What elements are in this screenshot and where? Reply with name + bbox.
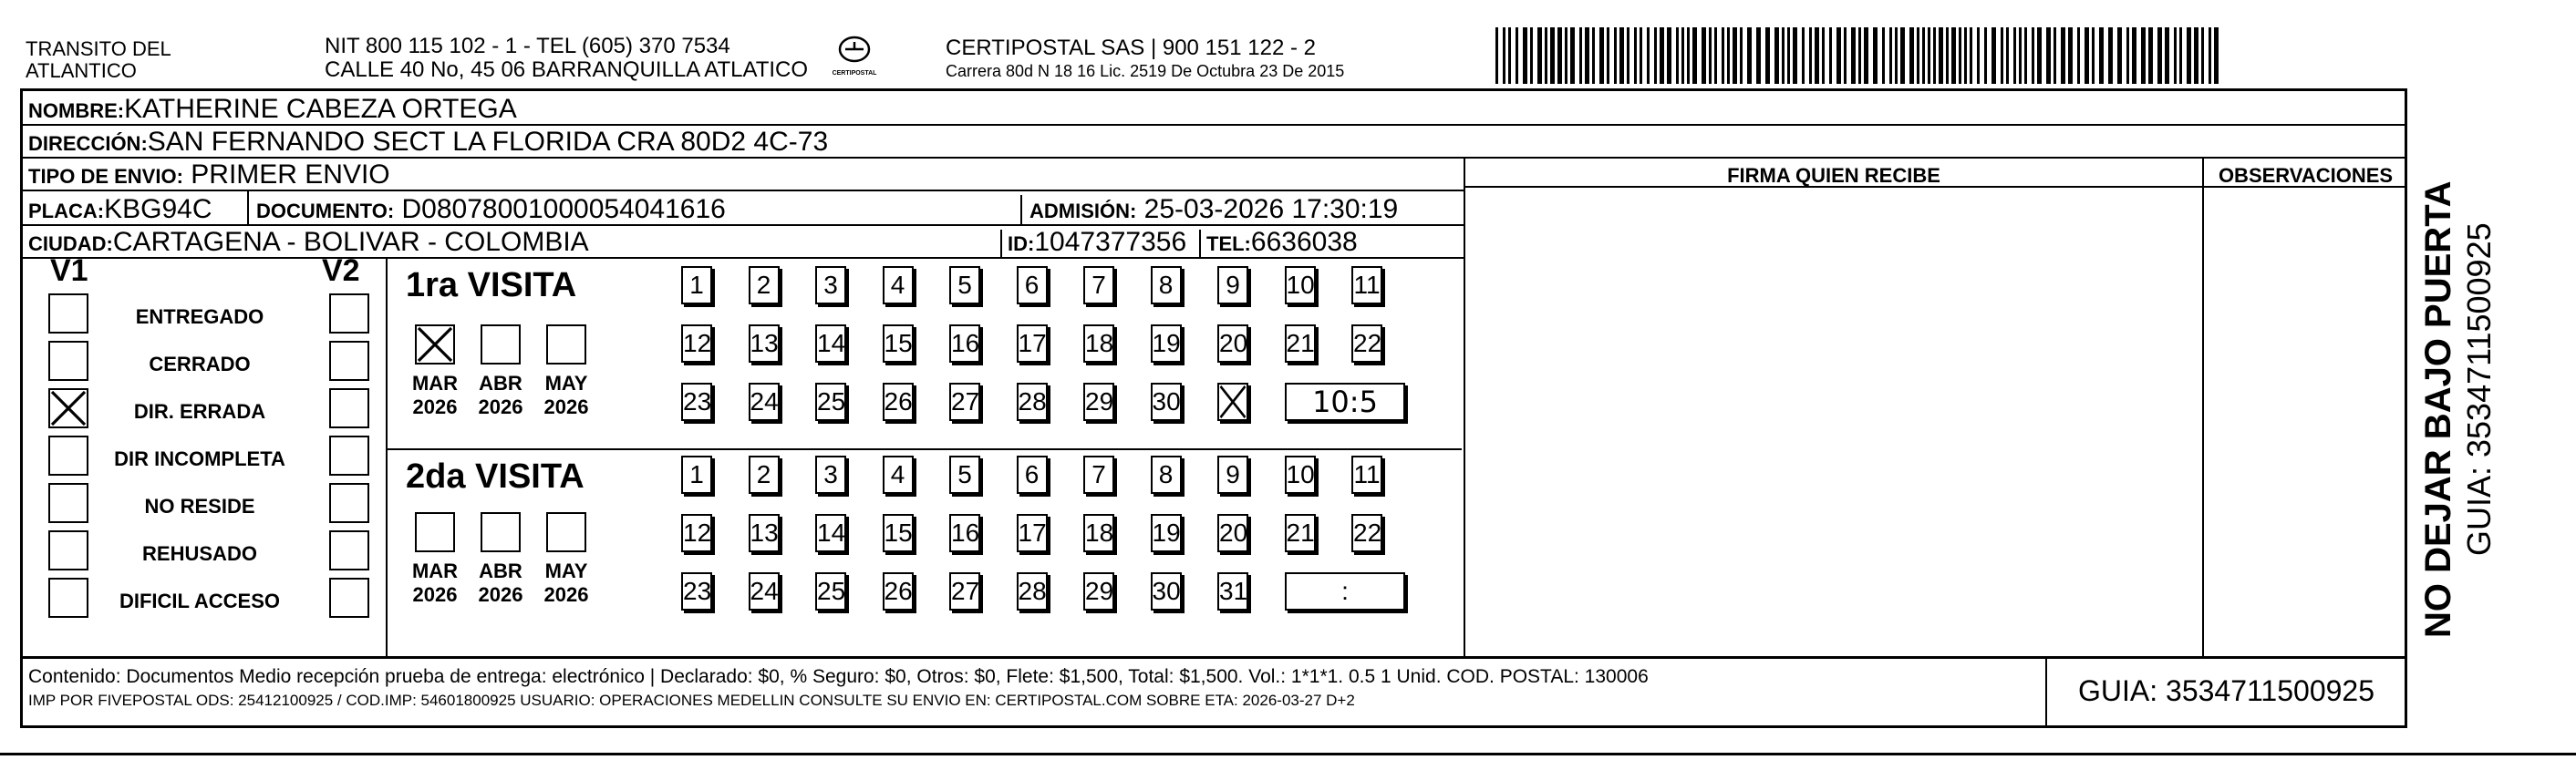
barcode-bar: [2214, 27, 2219, 84]
barcode-bar: [2068, 27, 2073, 84]
barcode-bar: [1864, 27, 1868, 84]
barcode-bar: [1900, 27, 1905, 84]
barcode-bar: [1970, 27, 1972, 84]
day-box[interactable]: 17: [1017, 324, 1048, 363]
placa-label: PLACA:: [28, 200, 105, 222]
month-label: MAR 2026: [411, 372, 459, 418]
barcode-bar: [1991, 27, 1996, 84]
org-line1: TRANSITO DEL: [26, 37, 171, 60]
barcode-bar: [1951, 27, 1956, 84]
barcode-bar: [1523, 27, 1527, 84]
barcode-bar: [1922, 27, 1925, 84]
v1-checkbox[interactable]: [48, 293, 88, 334]
documento-label: DOCUMENTO:: [256, 200, 395, 222]
barcode-bar: [1939, 27, 1943, 84]
v1-checkbox[interactable]: [48, 483, 88, 523]
day-box[interactable]: 28: [1017, 572, 1048, 611]
status-label: ENTREGADO: [135, 305, 264, 328]
barcode-bar: [2032, 27, 2034, 84]
time-box[interactable]: 10:5: [1285, 383, 1405, 421]
day-box[interactable]: 14: [815, 324, 846, 363]
barcode-bar: [1909, 27, 1914, 84]
barcode-bar: [1844, 27, 1847, 84]
day-box[interactable]: 28: [1017, 383, 1048, 421]
barcode-bar: [1782, 27, 1785, 84]
row-tipo: [23, 159, 1464, 191]
barcode-bar: [1815, 27, 1819, 84]
barcode-bar: [2209, 27, 2211, 84]
month-checkbox[interactable]: [546, 512, 586, 552]
barcode-bar: [1614, 27, 1617, 84]
barcode-bar: [1882, 27, 1885, 84]
day-box[interactable]: 4: [883, 266, 914, 304]
v2-label: V2: [322, 253, 360, 288]
day-box[interactable]: 17: [1017, 514, 1048, 552]
barcode-bar: [1599, 27, 1604, 84]
barcode-bar: [1702, 27, 1706, 84]
status-label: DIR. ERRADA: [133, 400, 266, 423]
barcode-bar: [1714, 27, 1717, 84]
barcode-bar: [1550, 27, 1555, 84]
barcode-bar: [2141, 27, 2146, 84]
barcode-bar: [1557, 27, 1562, 84]
day-box[interactable]: 2: [749, 456, 780, 494]
day-box[interactable]: 8: [1151, 456, 1182, 494]
month-label: MAY 2026: [543, 560, 589, 606]
day-box[interactable]: 16: [949, 514, 980, 552]
barcode-bar: [2085, 27, 2089, 84]
barcode-bar: [2179, 27, 2182, 84]
barcode-bar: [1647, 27, 1650, 84]
day-box[interactable]: 21: [1285, 324, 1316, 363]
barcode-bar: [2108, 27, 2113, 84]
barcode-bar: [1829, 27, 1832, 84]
barcode-bar: [1809, 27, 1812, 84]
barcode-bar: [2001, 27, 2003, 84]
v1-checkbox[interactable]: [48, 578, 88, 618]
barcode-bar: [2174, 27, 2177, 84]
barcode-bar: [1787, 27, 1790, 84]
day-box[interactable]: 16: [949, 324, 980, 363]
barcode-bar: [1640, 27, 1642, 84]
day-box[interactable]: 5: [949, 456, 980, 494]
day-box[interactable]: 25: [815, 572, 846, 611]
day-box[interactable]: 27: [949, 383, 980, 421]
month-label: MAY 2026: [543, 372, 589, 418]
nombre-value: KATHERINE CABEZA ORTEGA: [124, 94, 517, 124]
day-box[interactable]: 15: [883, 514, 914, 552]
barcode-bar: [1774, 27, 1779, 84]
barcode-bar: [1959, 27, 1961, 84]
barcode-bar: [1667, 27, 1671, 84]
barcode-bar: [1933, 27, 1936, 84]
barcode-bar: [2054, 27, 2056, 84]
day-box[interactable]: 23: [681, 383, 712, 421]
barcode-bar: [1592, 27, 1595, 84]
barcode-bar: [1964, 27, 1967, 84]
barcode-bar: [2061, 27, 2065, 84]
observaciones-header: OBSERVACIONES: [2218, 164, 2394, 187]
month-label: MAR 2026: [411, 560, 459, 606]
nombre-label: NOMBRE:: [28, 99, 125, 122]
barcode-bar: [1977, 27, 1980, 84]
barcode-bar: [1740, 27, 1743, 84]
month-checkbox[interactable]: [415, 324, 455, 365]
status-label: DIFICIL ACCESO: [119, 590, 280, 612]
day-box[interactable]: 1: [681, 266, 712, 304]
barcode-bar: [1722, 27, 1724, 84]
v1-label: V1: [50, 253, 88, 288]
v2-checkbox[interactable]: [329, 483, 369, 523]
day-box[interactable]: 13: [749, 324, 780, 363]
documento-value: D08078001000054041616: [401, 194, 726, 224]
side-guia: GUIA: 3534711500925: [2460, 222, 2498, 556]
day-box[interactable]: 24: [749, 572, 780, 611]
day-box[interactable]: 24: [749, 383, 780, 421]
barcode-bar: [1747, 27, 1752, 84]
day-box[interactable]: 20: [1217, 514, 1248, 552]
barcode-bar: [1873, 27, 1878, 84]
day-box[interactable]: 3: [815, 266, 846, 304]
tipo-label: TIPO DE ENVIO:: [28, 165, 183, 188]
row-ciudad: [23, 226, 1464, 259]
barcode-bar: [1565, 27, 1567, 84]
barcode-graphic: [1495, 27, 2225, 84]
barcode-bar: [2013, 27, 2016, 84]
day-box[interactable]: 12: [681, 324, 712, 363]
barcode-bar: [1570, 27, 1575, 84]
barcode-bar: [1793, 27, 1797, 84]
month-label: ABR 2026: [478, 372, 523, 418]
month-checkbox[interactable]: [415, 512, 455, 552]
v2-checkbox[interactable]: [329, 341, 369, 381]
day-box[interactable]: 15: [883, 324, 914, 363]
barcode-bar: [1634, 27, 1637, 84]
barcode-bar: [2024, 27, 2027, 84]
nit-block: [325, 35, 808, 82]
barcode-bar: [1660, 27, 1664, 84]
barcode-bar: [2037, 27, 2042, 84]
barcode-bar: [2006, 27, 2009, 84]
day-box[interactable]: 1: [681, 456, 712, 494]
signature-area[interactable]: [1467, 190, 2200, 652]
v2-checkbox[interactable]: [329, 436, 369, 476]
day-box[interactable]: 22: [1351, 324, 1382, 363]
day-box[interactable]: 11: [1351, 266, 1382, 304]
firma-header: FIRMA QUIEN RECIBE: [1727, 164, 1940, 187]
barcode-bar: [1917, 27, 1919, 84]
tel-value: 6636038: [1250, 227, 1358, 257]
day-box[interactable]: 7: [1083, 456, 1114, 494]
day-box[interactable]: 22: [1351, 514, 1382, 552]
footer-guia: GUIA: 3534711500925: [2078, 674, 2374, 707]
barcode-bar: [1495, 27, 1498, 84]
barcode-bar: [1727, 27, 1730, 84]
day-box[interactable]: 13: [749, 514, 780, 552]
certi-line1: CERTIPOSTAL SAS | 900 151 122 - 2: [946, 36, 1316, 60]
day-box[interactable]: 20: [1217, 324, 1248, 363]
day-box[interactable]: 29: [1083, 572, 1114, 611]
observaciones-area[interactable]: [2206, 190, 2405, 652]
status-section: [23, 253, 1464, 656]
day-box[interactable]: 3: [815, 456, 846, 494]
barcode-bar: [1654, 27, 1657, 84]
org-name: [26, 38, 171, 82]
tel-label: TEL:: [1206, 232, 1251, 255]
certi-line2: Carrera 80d N 18 16 Lic. 2519 De Octubra 23 De 2015: [946, 62, 1345, 80]
barcode-bar: [1676, 27, 1679, 84]
ciudad-label: CIUDAD:: [28, 232, 113, 255]
id-value: 1047377356: [1034, 227, 1187, 257]
v1-checkbox[interactable]: [48, 436, 88, 476]
barcode-bar: [2187, 27, 2191, 84]
barcode-bar: [2201, 27, 2204, 84]
day-box[interactable]: 6: [1017, 456, 1048, 494]
admision-label: ADMISIÓN:: [1029, 200, 1137, 222]
barcode-bar: [2117, 27, 2122, 84]
delivery-card: [20, 88, 2407, 728]
barcode-bar: [2126, 27, 2129, 84]
v1-checkbox[interactable]: [48, 530, 88, 570]
ciudad-value: CARTAGENA - BOLIVAR - COLOMBIA: [112, 227, 589, 257]
day-box[interactable]: 10: [1285, 456, 1316, 494]
visit1-title: 1ra VISITA: [406, 266, 577, 304]
barcode-bar: [1889, 27, 1892, 84]
v2-checkbox[interactable]: [329, 578, 369, 618]
footer-contenido: Contenido: Documentos Medio recepción prueba de entrega: electrónico | Declarado: $0, % Seguro: $0, Otros: $0, Flete: $1,500, Total: $1,500. Vol.: 1*1*1. 0.5 1 Unid. COD. POSTAL: 130006: [28, 666, 1649, 687]
day-box[interactable]: 2: [749, 266, 780, 304]
barcode-bar: [1765, 27, 1770, 84]
barcode-bar: [1692, 27, 1697, 84]
day-box[interactable]: 31: [1217, 572, 1248, 611]
barcode-bar: [1508, 27, 1511, 84]
barcode-bar: [1687, 27, 1690, 84]
barcode-bar: [1822, 27, 1825, 84]
month-checkbox[interactable]: [481, 512, 521, 552]
barcode-bar: [2194, 27, 2198, 84]
day-box[interactable]: 9: [1217, 456, 1248, 494]
barcode-bar: [1537, 27, 1542, 84]
barcode-bar: [1733, 27, 1737, 84]
row-nombre: [23, 91, 2407, 126]
barcode-bar: [2157, 27, 2162, 84]
direccion-label: DIRECCIÓN:: [28, 132, 148, 155]
day-box[interactable]: 30: [1151, 572, 1182, 611]
barcode-bar: [2092, 27, 2095, 84]
admision-value: 25-03-2026 17:30:19: [1143, 194, 1399, 224]
day-box[interactable]: 23: [681, 572, 712, 611]
month-checkbox[interactable]: [546, 324, 586, 365]
barcode-bar: [1836, 27, 1841, 84]
v1-checkbox[interactable]: [48, 388, 88, 428]
barcode-bar: [2077, 27, 2080, 84]
day-box[interactable]: 4: [883, 456, 914, 494]
day-box[interactable]: 12: [681, 514, 712, 552]
nit-line1: NIT 800 115 102 - 1 - TEL (605) 370 7534: [325, 34, 730, 58]
footer-imp: IMP POR FIVEPOSTAL ODS: 25412100925 / COD.IMP: 54601800925 USUARIO: OPERACIONES MEDELLIN CONSULTE SU ENVIO EN: CERTIPOSTAL.COM SOBRE ETA: 2026-03-27 D+2: [28, 692, 1355, 709]
barcode-bar: [2132, 27, 2136, 84]
barcode-bar: [2019, 27, 2022, 84]
day-box[interactable]: 11: [1351, 456, 1382, 494]
barcode-bar: [1928, 27, 1930, 84]
v1-checkbox[interactable]: [48, 341, 88, 381]
row-direccion: [23, 126, 2407, 159]
day-box[interactable]: 26: [883, 572, 914, 611]
barcode-bar: [1756, 27, 1761, 84]
day-box[interactable]: 18: [1083, 514, 1114, 552]
barcode-bar: [1619, 27, 1624, 84]
org-line2: ATLANTICO: [26, 59, 137, 82]
id-label: ID:: [1008, 232, 1035, 255]
status-label: DIR INCOMPLETA: [114, 447, 285, 470]
barcode-bar: [1516, 27, 1518, 84]
barcode-bar: [2099, 27, 2104, 84]
day-box[interactable]: 30: [1151, 383, 1182, 421]
status-label: CERRADO: [149, 353, 251, 375]
nit-line2: CALLE 40 No, 45 06 BARRANQUILLA ATLATICO: [325, 57, 809, 82]
v2-checkbox[interactable]: [329, 530, 369, 570]
barcode-bar: [1851, 27, 1856, 84]
day-box[interactable]: 6: [1017, 266, 1048, 304]
day-box[interactable]: 10: [1285, 266, 1316, 304]
month-label: ABR 2026: [478, 560, 523, 606]
day-box[interactable]: 9: [1217, 266, 1248, 304]
v2-checkbox[interactable]: [329, 388, 369, 428]
day-box[interactable]: 29: [1083, 383, 1114, 421]
barcode-bar: [1607, 27, 1609, 84]
barcode-bar: [1627, 27, 1629, 84]
no-dejar-bajo-puerta: NO DEJAR BAJO PUERTA: [2418, 180, 2458, 638]
barcode-bar: [1946, 27, 1949, 84]
tipo-value: PRIMER ENVIO: [191, 159, 390, 190]
day-box[interactable]: [1217, 383, 1248, 421]
barcode-bar: [1858, 27, 1861, 84]
day-box[interactable]: 25: [815, 383, 846, 421]
barcode-bar: [1681, 27, 1684, 84]
day-box[interactable]: 14: [815, 514, 846, 552]
barcode-bar: [1895, 27, 1898, 84]
day-box[interactable]: 19: [1151, 514, 1182, 552]
certipostal-logo: [832, 35, 877, 77]
row-placa: [23, 191, 1464, 226]
barcode-bar: [1802, 27, 1805, 84]
barcode-bar: [1545, 27, 1547, 84]
barcode-bar: [1585, 27, 1589, 84]
barcode-bar: [2046, 27, 2051, 84]
day-box[interactable]: 21: [1285, 514, 1316, 552]
barcode-bar: [1709, 27, 1712, 84]
barcode-bar: [2148, 27, 2153, 84]
barcode-bar: [1984, 27, 1987, 84]
day-box[interactable]: 26: [883, 383, 914, 421]
visit2-title: 2da VISITA: [406, 457, 585, 496]
status-label: NO RESIDE: [144, 495, 255, 518]
day-box[interactable]: 27: [949, 572, 980, 611]
barcode: [1495, 27, 2225, 88]
certipostal-logo-icon: [836, 35, 873, 66]
day-box[interactable]: 19: [1151, 324, 1182, 363]
logo-text: CERTIPOSTAL: [832, 70, 877, 77]
day-box[interactable]: 18: [1083, 324, 1114, 363]
status-label: REHUSADO: [142, 542, 257, 565]
day-box[interactable]: 5: [949, 266, 980, 304]
barcode-bar: [1503, 27, 1505, 84]
month-checkbox[interactable]: [481, 324, 521, 365]
day-box[interactable]: 8: [1151, 266, 1182, 304]
barcode-bar: [1579, 27, 1582, 84]
v2-checkbox[interactable]: [329, 293, 369, 334]
placa-value: KBG94C: [104, 194, 212, 224]
direccion-value: SAN FERNANDO SECT LA FLORIDA CRA 80D2 4C-73: [147, 127, 829, 157]
barcode-bar: [1530, 27, 1533, 84]
time-box[interactable]: :: [1285, 572, 1405, 611]
barcode-bar: [2165, 27, 2169, 84]
certipostal-block: [946, 36, 1344, 82]
day-box[interactable]: 7: [1083, 266, 1114, 304]
